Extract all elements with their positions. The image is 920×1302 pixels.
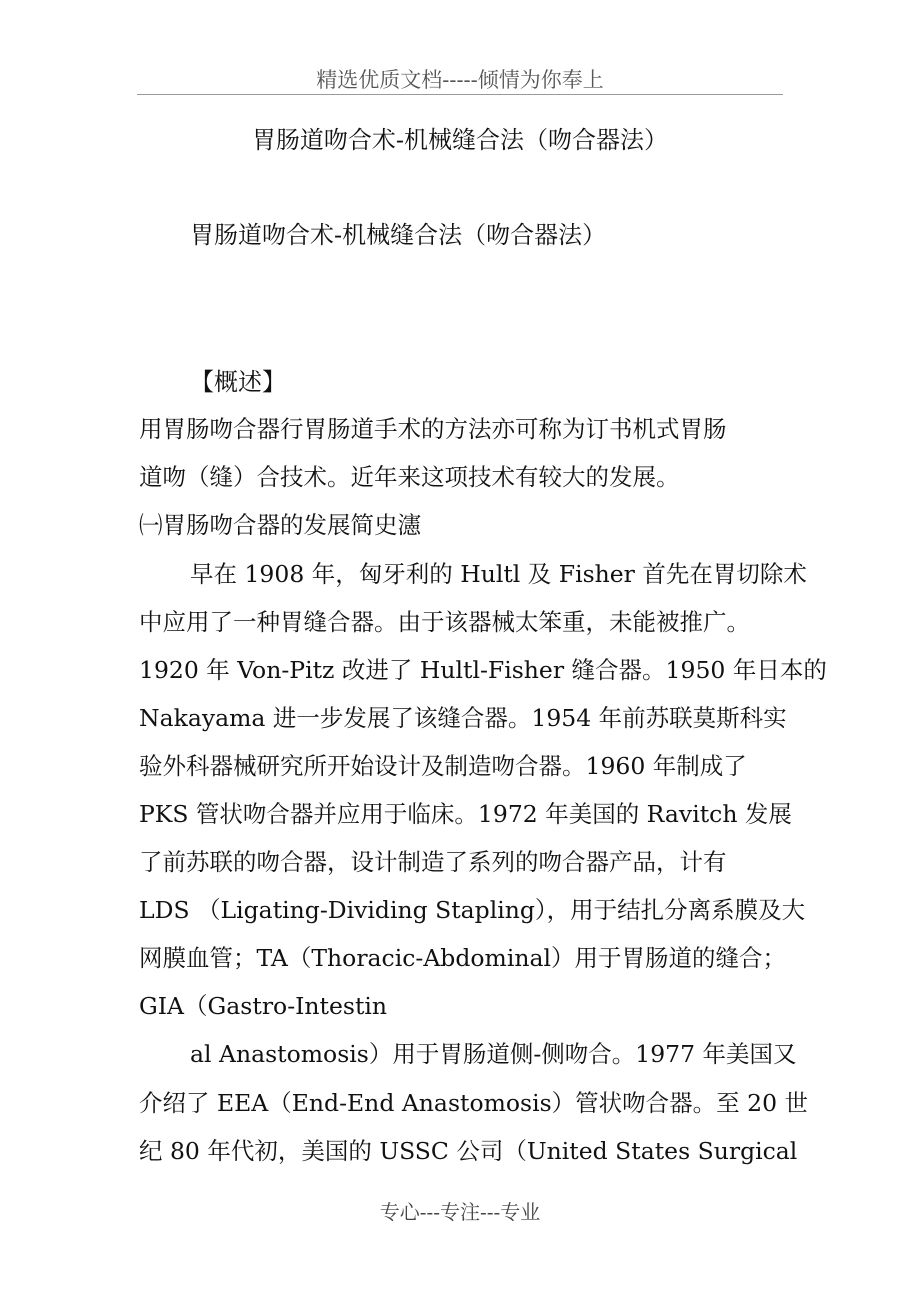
body-line: PKS 管状吻合器并应用于临床。1972 年美国的 Ravitch 发展	[139, 800, 792, 828]
body-line: 验外科器械研究所开始设计及制造吻合器。1960 年制成了	[139, 752, 747, 780]
page-footer: 专心---专注---专业	[379, 1200, 541, 1224]
document-subtitle: 胃肠道吻合术-机械缝合法（吻合器法）	[190, 221, 607, 249]
body-line: LDS （Ligating-Dividing Stapling），用于结扎分离系膜及大	[139, 896, 806, 924]
header-divider	[137, 94, 783, 95]
body-line: GIA（Gastro-Intestin	[139, 992, 388, 1020]
body-line: 介绍了 EEA（End-End Anastomosis）管状吻合器。至 20 世	[139, 1089, 809, 1117]
section-heading-overview: 【概述】	[190, 368, 286, 396]
body-line: 中应用了一种胃缝合器。由于该器械太笨重，未能被推广。	[139, 608, 750, 636]
body-line: 纪 80 年代初，美国的 USSC 公司（United States Surgical	[139, 1137, 798, 1165]
document-title: 胃肠道吻合术-机械缝合法（吻合器法）	[251, 126, 669, 154]
body-line: 早在 1908 年，匈牙利的 Hultl 及 Fisher 首先在胃切除术	[190, 560, 807, 588]
body-line: al Anastomosis）用于胃肠道侧-侧吻合。1977 年美国又	[190, 1040, 797, 1068]
body-line: 1920 年 Von-Pitz 改进了 Hultl-Fisher 缝合器。1950 年日本的	[139, 656, 827, 684]
subsection-heading-history: ㈠胃肠吻合器的发展简史瀗	[139, 511, 421, 539]
body-line: 了前苏联的吻合器，设计制造了系列的吻合器产品，计有	[139, 848, 727, 876]
body-line: Nakayama 进一步发展了该缝合器。1954 年前苏联莫斯科实	[139, 704, 787, 732]
body-line: 网膜血管；TA（Thoracic-Abdominal）用于胃肠道的缝合；	[139, 944, 787, 972]
body-line: 用胃肠吻合器行胃肠道手术的方法亦可称为订书机式胃肠	[139, 415, 727, 443]
page-header: 精选优质文档-----倾情为你奉上	[316, 68, 604, 92]
body-line: 道吻（缝）合技术。近年来这项技术有较大的发展。	[139, 463, 680, 491]
